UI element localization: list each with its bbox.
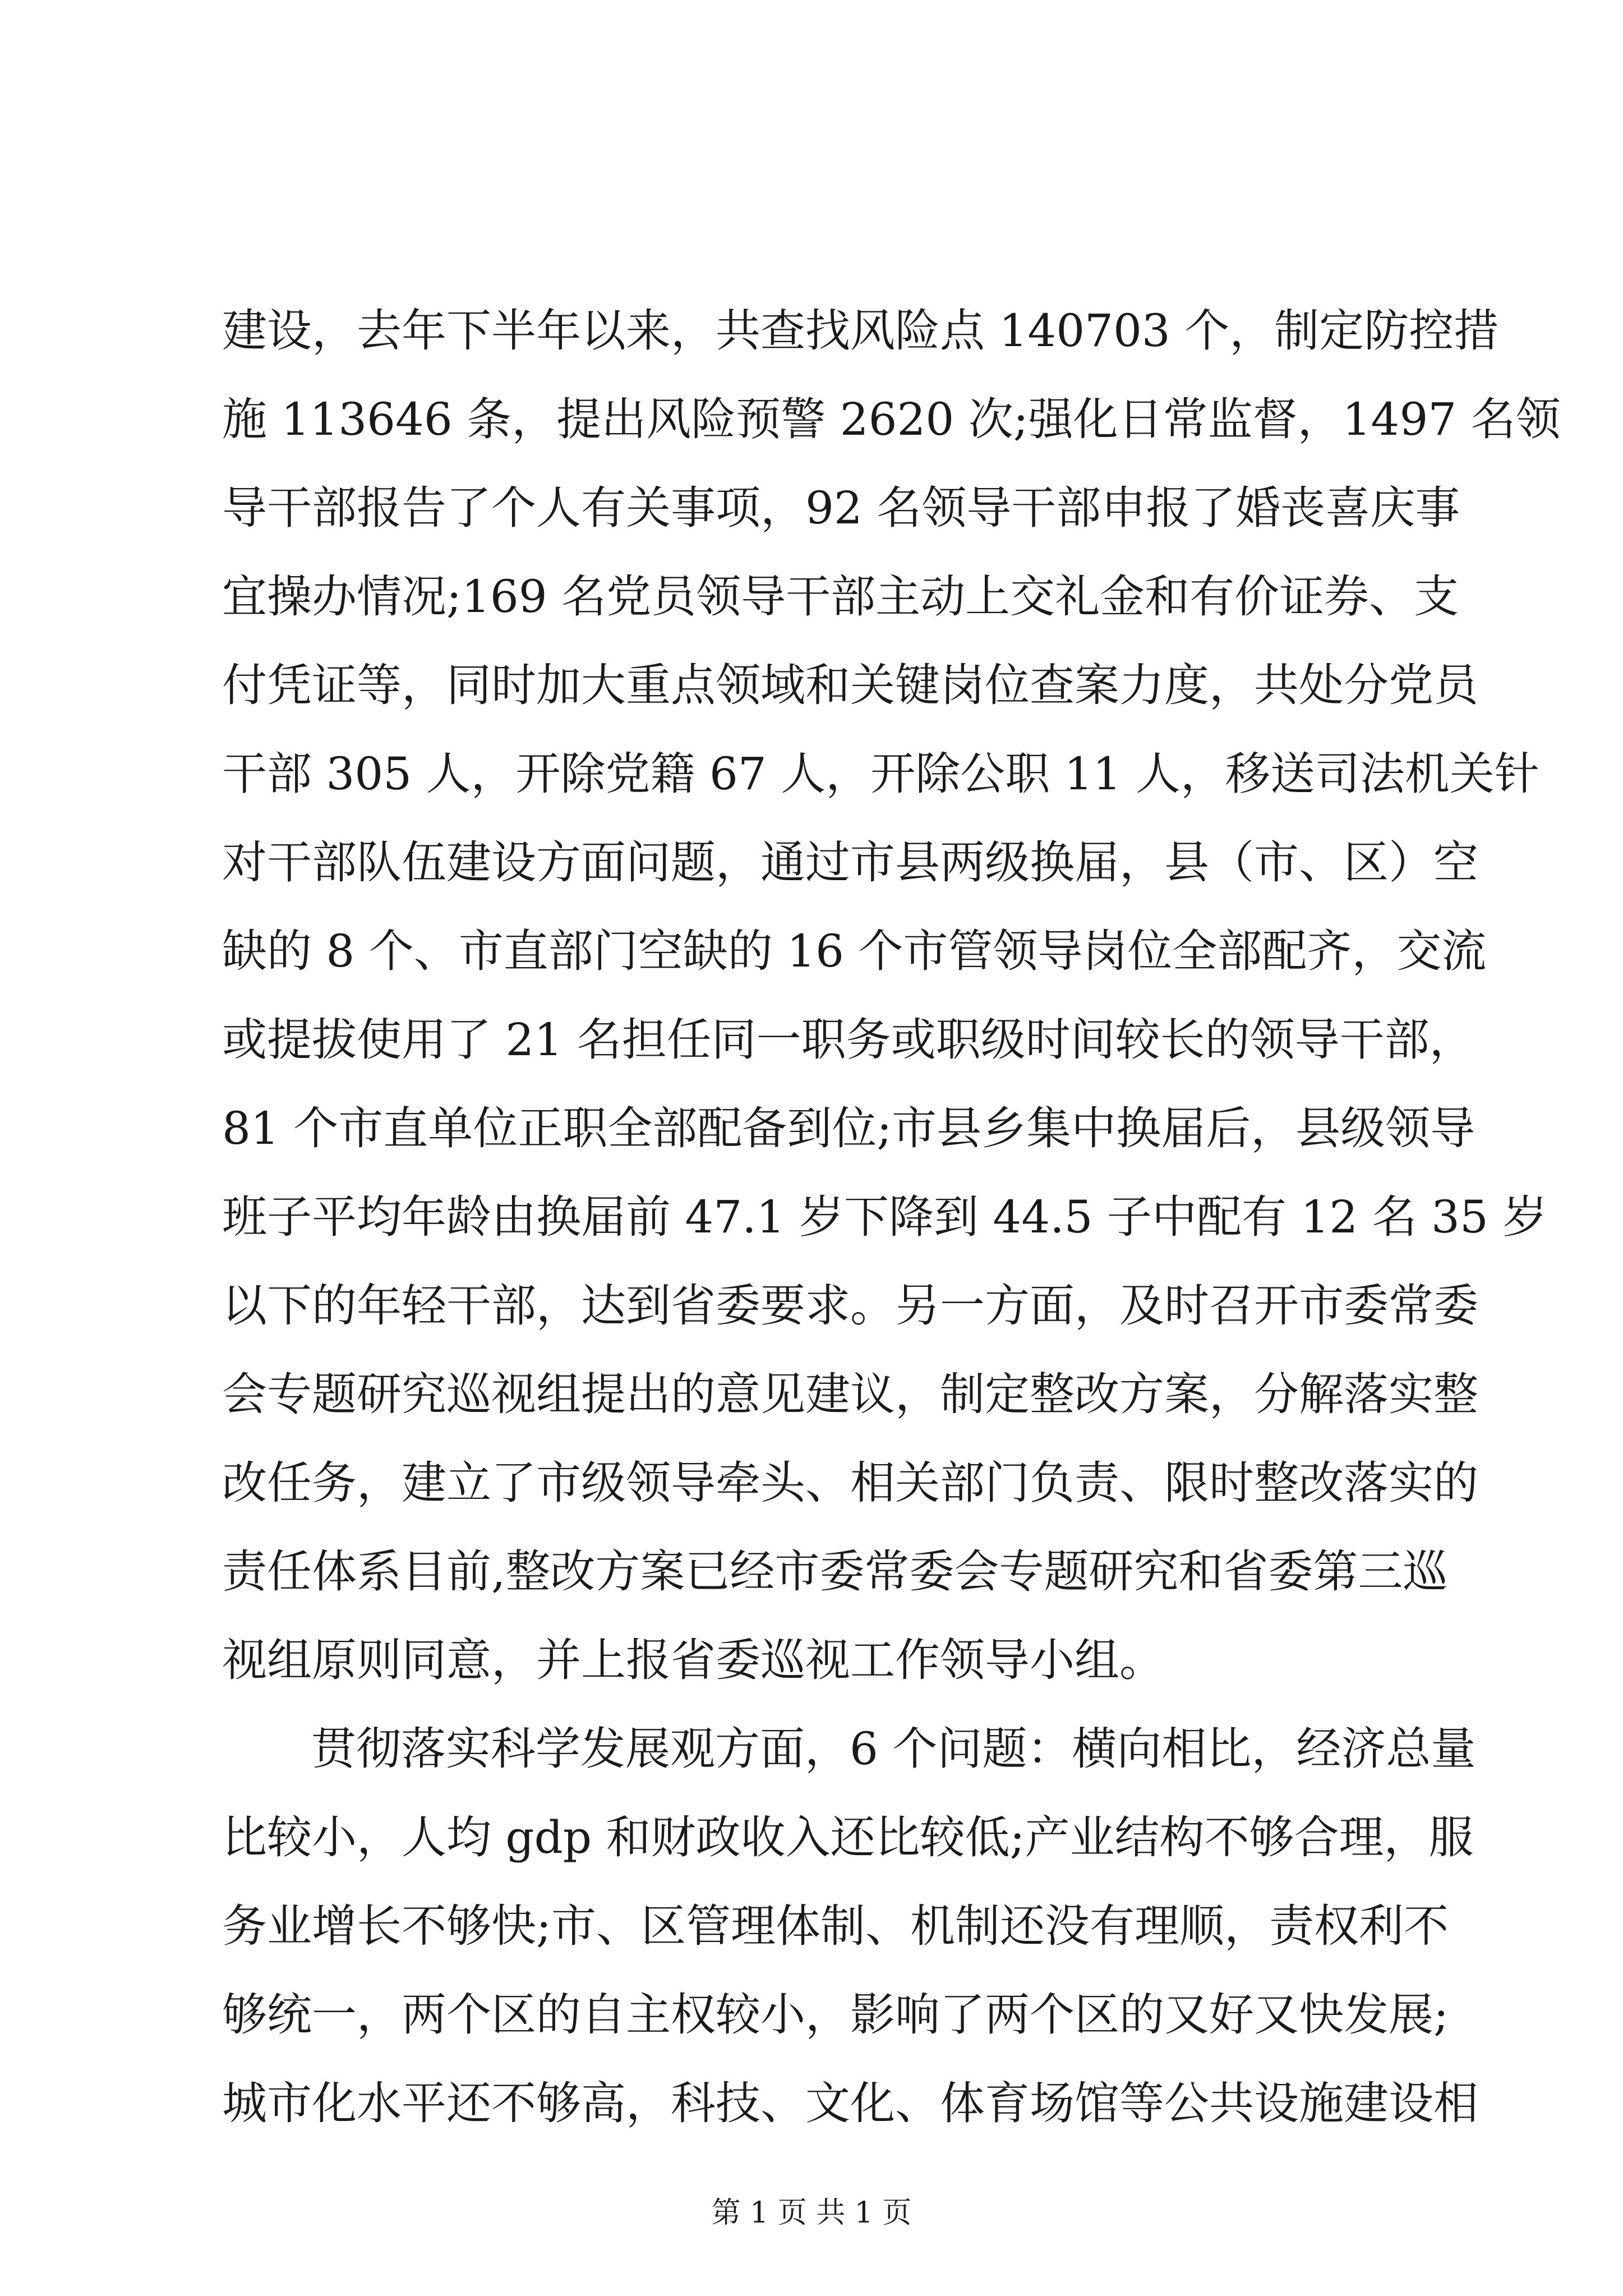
text-line: 付凭证等，同时加大重点领域和关键岗位查案力度，共处分党员: [222, 659, 1478, 711]
text-line: 施 113646 条，提出风险预警 2620 次;强化日常监督，1497 名领: [222, 393, 1561, 445]
text-line: 缺的 8 个、市直部门空缺的 16 个市管领导岗位全部配齐，交流: [222, 925, 1487, 977]
text-line: 城市化水平还不够高，科技、文化、体育场馆等公共设施建设相: [222, 2077, 1478, 2129]
text-line: 比较小，人均 gdp 和财政收入还比较低;产业结构不够合理，服: [222, 1811, 1474, 1864]
text-line: 宜操办情况;169 名党员领导干部主动上交礼金和有价证券、支: [222, 570, 1459, 623]
text-line: 导干部报告了个人有关事项，92 名领导干部申报了婚丧喜庆事: [222, 482, 1460, 534]
text-line: 务业增长不够快;市、区管理体制、机制还没有理顺，责权利不: [222, 1900, 1449, 1952]
text-line: 责任体系目前,整改方案已经市委常委会专题研究和省委第三巡: [222, 1545, 1448, 1598]
text-line: 81 个市直单位正职全部配备到位;市县乡集中换届后，县级领导: [222, 1102, 1476, 1154]
text-line: 够统一，两个区的自主权较小，影响了两个区的又好又快发展;: [222, 1989, 1449, 2041]
text-line: 干部 305 人，开除党籍 67 人，开除公职 11 人，移送司法机关针: [222, 748, 1539, 800]
text-line: 以下的年轻干部，达到省委要求。另一方面，及时召开市委常委: [222, 1280, 1478, 1332]
text-line: 会专题研究巡视组提出的意见建议，制定整改方案，分解落实整: [222, 1368, 1478, 1420]
text-line: 改任务，建立了市级领导牵头、相关部门负责、限时整改落实的: [222, 1457, 1478, 1509]
paragraph-first-line: 贯彻落实科学发展观方面，6 个问题：横向相比，经济总量: [311, 1723, 1476, 1775]
text-line: 建设，去年下半年以来，共查找风险点 140703 个，制定防控措: [222, 305, 1499, 357]
text-line: 或提拔使用了 21 名担任同一职务或职级时间较长的领导干部，: [222, 1014, 1474, 1066]
text-line: 视组原则同意，并上报省委巡视工作领导小组。: [222, 1634, 1164, 1686]
text-line: 班子平均年龄由换届前 47.1 岁下降到 44.5 子中配有 12 名 35 岁: [222, 1191, 1548, 1243]
text-line: 对干部队伍建设方面问题，通过市县两级换届，县（市、区）空: [222, 836, 1478, 889]
page-footer: 第 1 页 共 1 页: [711, 2196, 912, 2230]
